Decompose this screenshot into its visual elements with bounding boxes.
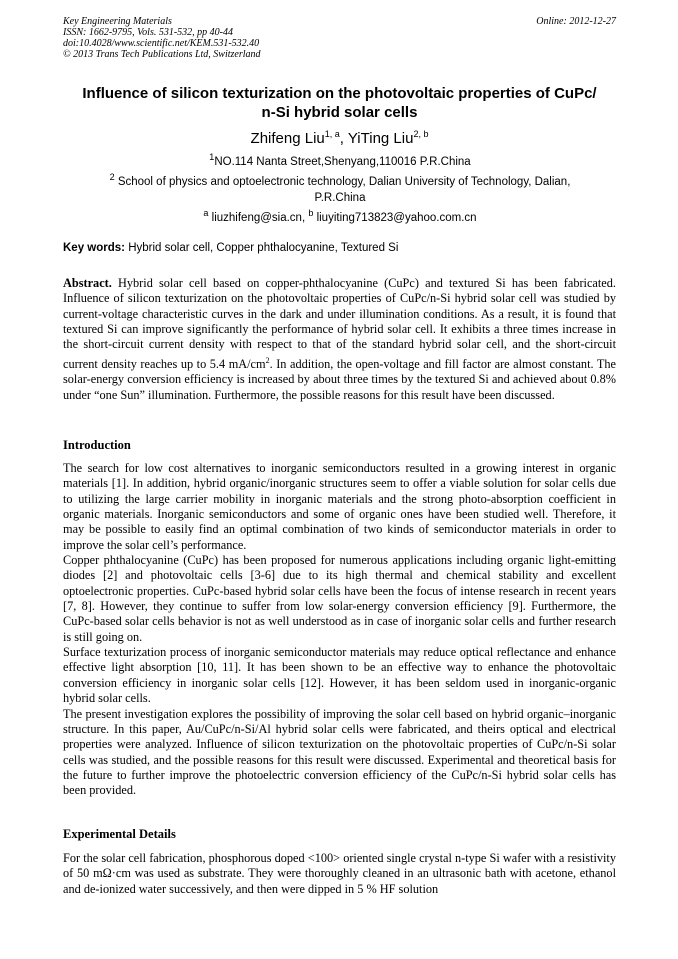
affiliation-1 bbox=[80, 149, 600, 170]
journal-header bbox=[63, 16, 616, 60]
title-line-2: n-Si hybrid solar cells bbox=[261, 104, 418, 121]
keywords-text: Hybrid solar cell, Copper phthalocyanine, Textured Si bbox=[128, 242, 399, 254]
intro-paragraph: The search for low cost alternatives to inorganic semiconductors resulted in a growing interest in organic materials [1]. In addition, hybrid organic/inorganic structures seem to offer a viable solution for solar cells due to utilizing the large carrier mobility in inorganic materials and the strong photo-absorption coefficient in organic materials. Inorganic semiconductors and some of organic ones have been studied well. Therefore, it may be possible to easily find an optimal combination of two kinds of semiconductor materials in order to improve the solar cell’s performance. bbox=[63, 461, 616, 552]
journal-name: Key Engineering Materials bbox=[63, 16, 172, 27]
introduction-heading: Introduction bbox=[63, 438, 131, 452]
author-2-affil: 2, b bbox=[413, 129, 429, 139]
affiliation-2-line-1: School of physics and optoelectronic technology, Dalian University of Technology, Dalian, bbox=[117, 175, 571, 188]
abstract bbox=[63, 276, 616, 403]
author-1-affil: 1, a bbox=[324, 129, 340, 139]
affiliation-2-line-2: P.R.China bbox=[314, 191, 366, 204]
doi-line: doi:10.4028/www.scientific.net/KEM.531-532.40 bbox=[63, 38, 260, 49]
author-2: YiTing Liu bbox=[347, 130, 414, 147]
abstract-superscript: 2 bbox=[265, 355, 270, 365]
email-a-marker: a bbox=[203, 208, 209, 218]
paper-title bbox=[63, 84, 616, 122]
intro-paragraph: The present investigation explores the possibility of improving the solar cell based on hybrid organic–inorganic structure. In this paper, Au/CuPc/n-Si/Al hybrid solar cells were fabricated, and theirs optical and electrical properties were analyzed. Influence of silicon texturization on the photovoltaic properties of CuPc/n-Si solar cells was studied, and the possible reasons for this result were discussed. Experimental and theoretical basis for the future to further improve the photoelectric conversion efficiency of the CuPc/n-Si hybrid solar cells has been provided. bbox=[63, 706, 616, 798]
author-separator: , bbox=[339, 130, 348, 147]
affiliation-2 bbox=[80, 169, 600, 206]
introduction-body bbox=[63, 461, 616, 799]
keywords-label: Key words: bbox=[63, 242, 125, 254]
email-b-marker: b bbox=[308, 208, 314, 218]
email-a[interactable]: liuzhifeng@sia.cn, bbox=[211, 211, 306, 224]
affiliation-2-marker: 2 bbox=[109, 172, 115, 182]
copyright-line: © 2013 Trans Tech Publications Ltd, Switzerland bbox=[63, 49, 261, 60]
email-b[interactable]: liuyiting713823@yahoo.com.cn bbox=[316, 211, 477, 224]
online-date: Online: 2012-12-27 bbox=[536, 16, 616, 27]
intro-paragraph: Copper phthalocyanine (CuPc) has been proposed for numerous applications including organic light-emitting diodes [2] and photovoltaic cells [3-6] due to its high thermal and chemical stability and excellent optoelectronic properties. CuPc-based hybrid solar cells have been the focus of intense research in recent years [7, 8]. However, they continue to suffer from low solar-energy conversion efficiency [9]. Furthermore, the CuPc-based solar cells behavior is not as well understood as in case of inorganic solar cells and further research is still going on. bbox=[63, 553, 616, 644]
author-list bbox=[63, 125, 616, 148]
author-1: Zhifeng Liu bbox=[250, 130, 325, 147]
affiliation-1-text: NO.114 Nanta Street,Shenyang,110016 P.R.China bbox=[214, 155, 471, 168]
affiliation-1-marker: 1 bbox=[209, 152, 215, 162]
email-line bbox=[80, 205, 600, 226]
issn-line: ISSN: 1662-9795, Vols. 531-532, pp 40-44 bbox=[63, 27, 233, 38]
keywords bbox=[63, 241, 616, 256]
abstract-text-2: . In addition, the open-voltage and fill factor are almost constant. The solar-energy conversion efficiency is increased by about three times by the textured Si and achieved about 0.8% under “one Sun” illumination. Furthermore, the possible reasons for this result have been discussed. bbox=[63, 356, 617, 402]
title-line-1: Influence of silicon texturization on the photovoltaic properties of CuPc/ bbox=[82, 85, 597, 102]
experimental-body bbox=[63, 851, 616, 897]
abstract-text-1: Hybrid solar cell based on copper-phthalocyanine (CuPc) and textured Si has been fabricated. Influence of silicon texturization on the photovoltaic properties of CuPc/n-Si hybrid solar cell was studied by current-voltage characteristic curves in the dark and under illumination conditions. As a result, it is found that textured Si can improve significantly the performance of hybrid solar cell. It exhibits a three times increase in the short-circuit current density with respect to that of the standard hybrid solar cell, and the short-circuit current density reaches up to 5.4 mA/cm bbox=[63, 276, 616, 371]
experimental-paragraph: For the solar cell fabrication, phosphorous doped <100> oriented single crystal n-type Si wafer with a resistivity of 50 mΩ·cm was used as substrate. They were thoroughly cleaned in an ultrasonic bath with acetone, ethanol and de-ionized water successively, and then were dipped in 5 % HF solution bbox=[63, 851, 616, 896]
experimental-heading: Experimental Details bbox=[63, 827, 176, 841]
intro-paragraph: Surface texturization process of inorganic semiconductor materials may reduce optical reflectance and enhance effective light absorption [10, 11]. It has been shown to be an effective way to enhance the photovoltaic conversion efficiency in inorganic solar cells [12]. However, it has been seldom used in inorganic-organic hybrid solar cells. bbox=[63, 645, 616, 706]
abstract-label: Abstract. bbox=[63, 276, 112, 290]
